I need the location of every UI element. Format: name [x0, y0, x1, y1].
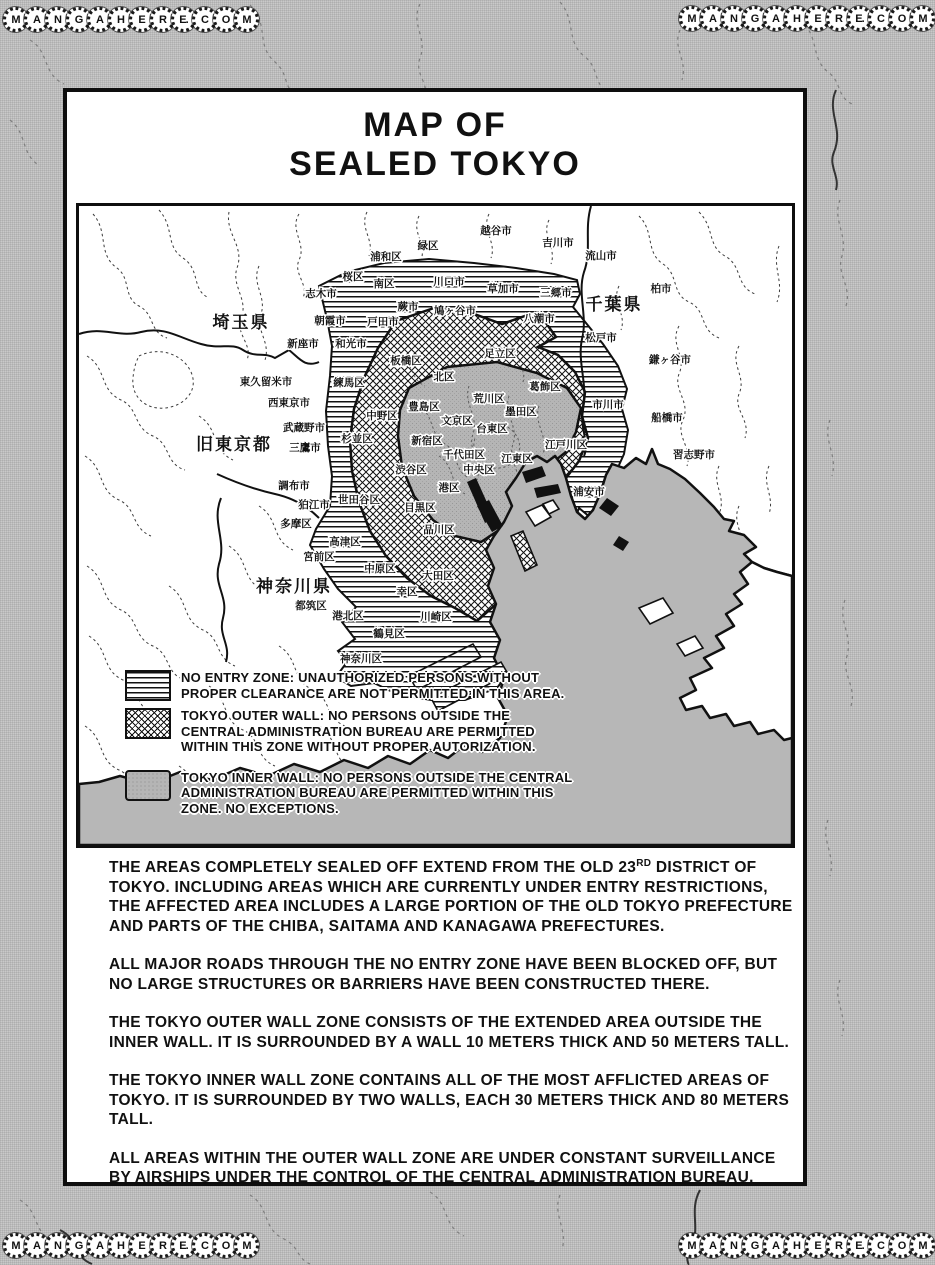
city-label: 桜区 [342, 271, 364, 283]
city-label: 狛江市 [298, 499, 330, 511]
city-label: 台東区 [476, 423, 508, 435]
legend-swatch-no-entry [125, 670, 171, 701]
watermark-gear-letter: E [129, 1233, 154, 1258]
watermark [683, 1233, 935, 1258]
watermark-gear-letter: M [234, 7, 259, 32]
prefecture-label: 旧東京都 [196, 435, 272, 454]
city-label: 中央区 [463, 464, 495, 476]
map-legend [125, 670, 625, 823]
city-label: 松戸市 [585, 332, 617, 344]
city-label: 浦和区 [370, 251, 402, 263]
watermark-gear-letter: G [66, 7, 91, 32]
city-label: 葛飾区 [529, 381, 561, 393]
watermark-gear-letter: M [910, 6, 935, 31]
city-label: 新宿区 [411, 435, 443, 447]
city-label: 川崎区 [420, 611, 452, 623]
watermark-gear-letter: G [66, 1233, 91, 1258]
watermark-gear-letter: A [763, 6, 788, 31]
city-label: 鶴見区 [373, 628, 405, 640]
city-label: 市川市 [592, 399, 624, 411]
city-label: 板橋区 [390, 355, 422, 367]
map-panel [76, 203, 795, 848]
city-label: 三郷市 [540, 287, 572, 299]
city-label: 都筑区 [295, 600, 327, 612]
city-label: 川口市 [433, 276, 465, 288]
paragraph: THE AREAS COMPLETELY SEALED OFF EXTEND FROM THE OLD 23RD DISTRICT OF TOKYO. INCLUDING AREAS WHICH ARE CURRENTLY UNDER ENTRY RESTRICTIONS, THE AFFECTED AREA INCLUDES A LARGE PORTION OF THE OLD TOKYO PREFECTURE AND PARTS OF THE CHIBA, SAITAMA AND KANAGAWA PREFECTURES. [109, 857, 793, 935]
paragraph: ALL MAJOR ROADS THROUGH THE NO ENTRY ZONE HAVE BEEN BLOCKED OFF, BUT NO LARGE STRUCTURES OR BARRIERS HAVE BEEN CONSTRUCTED THERE. [109, 956, 778, 993]
watermark-gear-letter: E. [171, 1233, 196, 1258]
city-label: 神奈川区 [340, 653, 382, 665]
legend-text: TOKYO INNER WALL: NO PERSONS OUTSIDE THE CENTRAL ADMINISTRATION BUREAU ARE PERMITTED WITHIN THIS ZONE. NO EXCEPTIONS. [181, 769, 573, 816]
city-label: 宮前区 [303, 551, 335, 563]
city-label: 墨田区 [505, 406, 537, 418]
city-label: 調布市 [278, 480, 310, 492]
city-label: 朝霞市 [314, 315, 346, 327]
city-label: 吉川市 [542, 237, 574, 249]
prefecture-label: 千葉県 [585, 295, 643, 314]
legend-text: TOKYO OUTER WALL: NO PERSONS OUTSIDE THE CENTRAL ADMINISTRATION BUREAU ARE PERMITTED WITHIN THIS ZONE WITHOUT PROPER AUTORIZATION. [181, 708, 536, 754]
watermark-gear-letter: O [213, 1233, 238, 1258]
watermark-gear-letter: A [87, 7, 112, 32]
watermark-gear-letter: A [700, 1233, 725, 1258]
city-label: 練馬区 [333, 377, 365, 389]
city-label: 多摩区 [280, 518, 312, 530]
watermark-gear-letter: M [679, 6, 704, 31]
city-label: 文京区 [441, 415, 473, 427]
watermark [683, 6, 935, 31]
watermark [7, 1233, 259, 1258]
city-label: 浦安市 [573, 486, 605, 498]
paragraph: THE TOKYO INNER WALL ZONE CONTAINS ALL OF THE MOST AFFLICTED AREAS OF TOKYO. IT IS SURROUNDED BY TWO WALLS, EACH 30 METERS THICK AND 80 METERS TALL. [109, 1072, 790, 1128]
watermark-gear-letter: A [24, 1233, 49, 1258]
legend-item-outer-wall [125, 708, 625, 755]
paragraph: THE TOKYO OUTER WALL ZONE CONSISTS OF THE EXTENDED AREA OUTSIDE THE INNER WALL. IT IS SURROUNDED BY A WALL 10 METERS THICK AND 50 METERS TALL. [109, 1014, 790, 1051]
legend-item-inner-wall [125, 770, 625, 817]
watermark-gear-letter: O [889, 6, 914, 31]
city-label: 和光市 [335, 338, 367, 350]
prefecture-label: 埼玉県 [212, 313, 270, 332]
city-label: 新座市 [287, 338, 319, 350]
watermark-gear-letter: O [889, 1233, 914, 1258]
watermark-gear-letter: H [108, 7, 133, 32]
city-label: 西東京市 [268, 397, 310, 409]
watermark-gear-letter: N [45, 7, 70, 32]
page-title [67, 106, 803, 184]
watermark-gear-letter: C [868, 6, 893, 31]
city-label: 三鷹市 [289, 442, 321, 454]
city-label: 世田谷区 [338, 494, 380, 506]
watermark-gear-letter: R [826, 1233, 851, 1258]
city-label: 流山市 [585, 250, 617, 262]
watermark-gear-letter: E. [847, 6, 872, 31]
city-label: 緑区 [417, 240, 439, 252]
city-label: 江東区 [501, 453, 533, 465]
watermark-gear-letter: R [150, 7, 175, 32]
city-label: 杉並区 [341, 433, 373, 445]
watermark-gear-letter: G [742, 6, 767, 31]
watermark-gear-letter: R [150, 1233, 175, 1258]
watermark-gear-letter: M [3, 1233, 28, 1258]
city-label: 高津区 [329, 536, 361, 548]
legend-item-no-entry [125, 670, 625, 701]
watermark-gear-letter: C [192, 1233, 217, 1258]
legend-text: NO ENTRY ZONE: UNAUTHORIZED PERSONS WITHOUT PROPER CLEARANCE ARE NOT PERMITTED IN THIS AREA. [181, 670, 565, 701]
prefecture-label: 神奈川県 [256, 577, 332, 596]
city-label: 目黒区 [404, 502, 436, 514]
watermark-gear-letter: H [784, 1233, 809, 1258]
legend-swatch-inner-wall [125, 770, 171, 801]
watermark-gear-letter: E. [171, 7, 196, 32]
manga-page [63, 88, 807, 1186]
city-label: 荒川区 [473, 393, 505, 405]
city-label: 南区 [373, 278, 395, 290]
city-label: 品川区 [423, 524, 455, 536]
city-label: 蕨市 [397, 301, 419, 313]
watermark-gear-letter: N [721, 6, 746, 31]
city-label: 千代田区 [443, 449, 485, 461]
watermark-gear-letter: R [826, 6, 851, 31]
city-label: 豊島区 [408, 401, 440, 413]
watermark-gear-letter: E [805, 1233, 830, 1258]
page-title-line2: SEALED TOKYO [289, 145, 581, 183]
watermark-gear-letter: A [87, 1233, 112, 1258]
watermark-gear-letter: E. [847, 1233, 872, 1258]
city-label: 武蔵野市 [283, 422, 325, 434]
city-label: 幸区 [396, 586, 418, 598]
city-label: 八潮市 [523, 313, 555, 325]
city-label: 柏市 [650, 283, 672, 295]
watermark-gear-letter: N [721, 1233, 746, 1258]
watermark-gear-letter: A [24, 7, 49, 32]
watermark-gear-letter: A [763, 1233, 788, 1258]
watermark-gear-letter: N [45, 1233, 70, 1258]
city-label: 越谷市 [480, 225, 512, 237]
city-label: 鳩ヶ谷市 [434, 305, 476, 317]
watermark-gear-letter: E [805, 6, 830, 31]
city-label: 足立区 [484, 348, 516, 360]
watermark-gear-letter: M [679, 1233, 704, 1258]
city-label: 中原区 [364, 563, 396, 575]
city-label: 戸田市 [367, 316, 399, 328]
city-label: 大田区 [422, 570, 454, 582]
city-label: 志木市 [305, 288, 337, 300]
watermark-gear-letter: G [742, 1233, 767, 1258]
watermark-gear-letter: M [234, 1233, 259, 1258]
page-title-line1: MAP OF [363, 106, 507, 144]
paragraph: ALL AREAS WITHIN THE OUTER WALL ZONE ARE UNDER CONSTANT SURVEILLANCE BY AIRSHIPS UNDER THE CONTROL OF THE CENTRAL ADMINISTRATION BUREAU. [109, 1149, 776, 1186]
watermark-gear-letter: C [192, 7, 217, 32]
city-label: 習志野市 [673, 449, 715, 461]
city-label: 中野区 [366, 410, 398, 422]
watermark-gear-letter: M [910, 1233, 935, 1258]
watermark-gear-letter: C [868, 1233, 893, 1258]
city-label: 鎌ヶ谷市 [649, 354, 691, 366]
city-label: 江戸川区 [545, 439, 587, 451]
watermark-gear-letter: O [213, 7, 238, 32]
watermark-gear-letter: E [129, 7, 154, 32]
watermark [7, 7, 259, 32]
city-label: 渋谷区 [395, 464, 427, 476]
city-label: 東久留米市 [239, 376, 293, 388]
watermark-gear-letter: H [784, 6, 809, 31]
city-label: 港北区 [332, 610, 364, 622]
body-text [109, 858, 793, 1207]
watermark-gear-letter: M [3, 7, 28, 32]
city-label: 港区 [438, 482, 460, 494]
legend-swatch-outer-wall [125, 708, 171, 739]
watermark-gear-letter: H [108, 1233, 133, 1258]
watermark-gear-letter: A [700, 6, 725, 31]
city-label: 船橋市 [651, 412, 683, 424]
city-label: 北区 [433, 371, 455, 383]
city-label: 草加市 [487, 283, 519, 295]
